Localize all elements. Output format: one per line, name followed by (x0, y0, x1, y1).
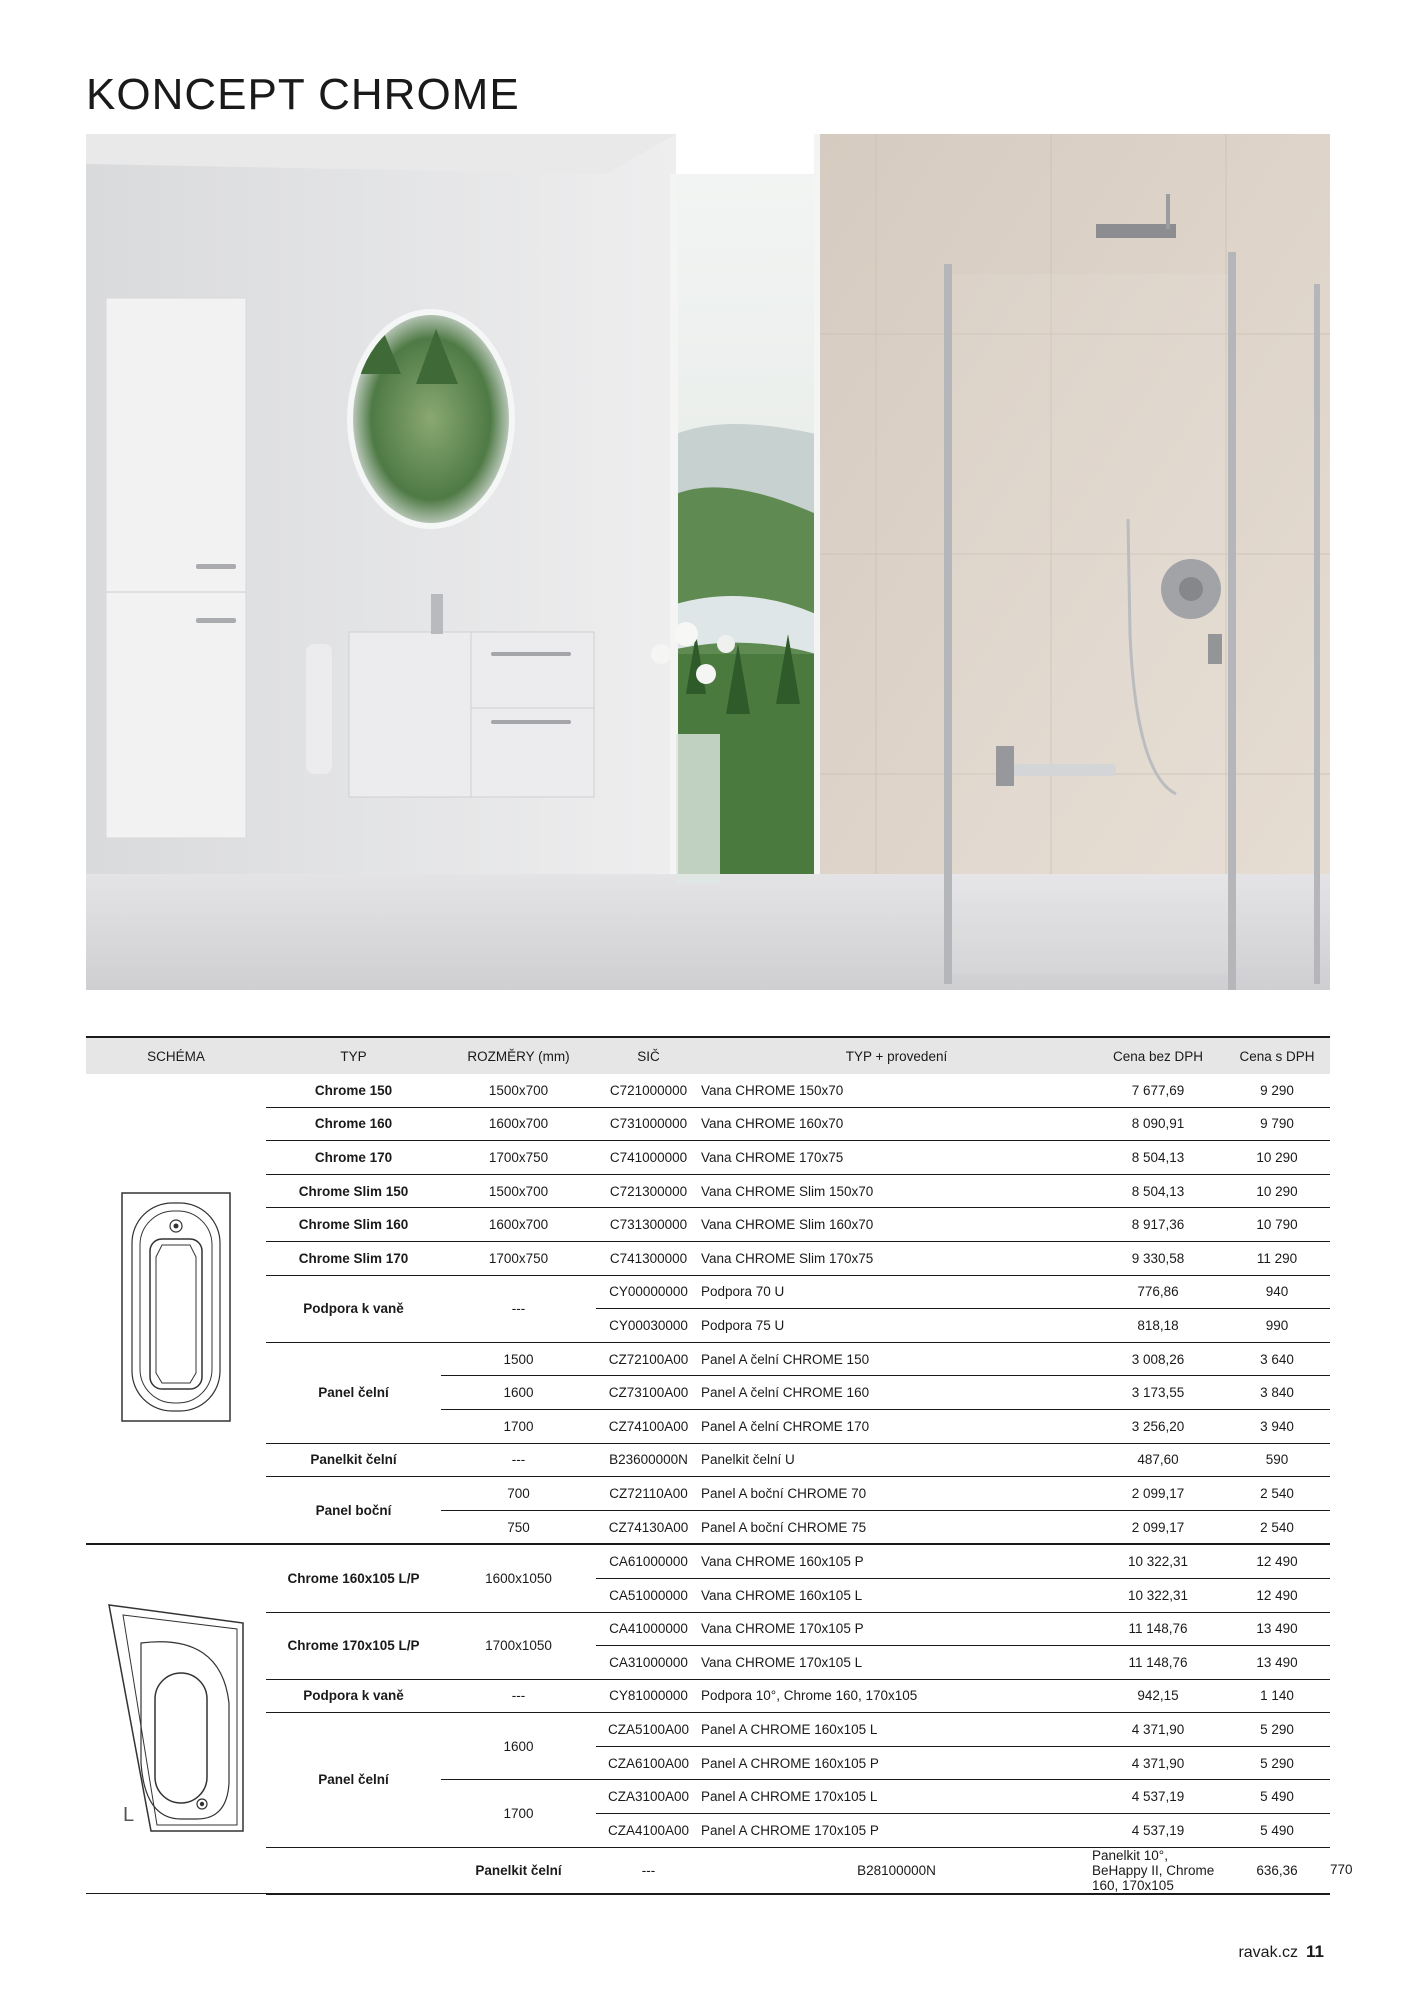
dimensions-cell: 1600x1050 (441, 1544, 596, 1612)
description-cell: Panel A CHROME 170x105 L (701, 1780, 1092, 1814)
price-net-cell: 8 090,91 (1092, 1107, 1224, 1141)
price-net-cell: 4 537,19 (1092, 1814, 1224, 1848)
code-cell: C721300000 (596, 1174, 701, 1208)
price-gross-cell: 9 290 (1224, 1074, 1330, 1107)
corner-bathtub-schema (86, 1544, 266, 1893)
type-cell: Panel boční (266, 1477, 441, 1545)
page-title: KONCEPT CHROME (86, 70, 520, 119)
header-code: SIČ (596, 1037, 701, 1074)
price-net-cell: 636,36 (1224, 1847, 1330, 1894)
price-gross-cell: 3 840 (1224, 1376, 1330, 1410)
description-cell: Vana CHROME 170x105 P (701, 1612, 1092, 1646)
code-cell: CY00000000 (596, 1275, 701, 1309)
price-net-cell: 2 099,17 (1092, 1510, 1224, 1544)
price-gross-cell: 3 640 (1224, 1342, 1330, 1376)
price-net-cell: 8 504,13 (1092, 1174, 1224, 1208)
price-gross-cell: 9 790 (1224, 1107, 1330, 1141)
price-net-cell: 7 677,69 (1092, 1074, 1224, 1107)
code-cell: C721000000 (596, 1074, 701, 1107)
price-net-cell: 4 371,90 (1092, 1713, 1224, 1747)
price-gross-cell: 5 290 (1224, 1713, 1330, 1747)
description-cell: Vana CHROME 170x105 L (701, 1646, 1092, 1680)
price-gross-cell: 12 490 (1224, 1544, 1330, 1578)
price-gross-cell: 5 290 (1224, 1746, 1330, 1780)
code-cell: CZ73100A00 (596, 1376, 701, 1410)
type-cell: Chrome 160 (266, 1107, 441, 1141)
type-cell: Chrome 170x105 L/P (266, 1612, 441, 1679)
rectangular-bathtub-schema (86, 1074, 266, 1544)
dimensions-cell: 1700x750 (441, 1141, 596, 1175)
price-gross-cell: 590 (1224, 1443, 1330, 1477)
price-net-cell: 8 504,13 (1092, 1141, 1224, 1175)
table-row (86, 1174, 1330, 1208)
price-gross-cell: 5 490 (1224, 1814, 1330, 1848)
price-net-cell: 942,15 (1092, 1679, 1224, 1713)
description-cell: Panel A CHROME 160x105 P (701, 1746, 1092, 1780)
table-row (86, 1107, 1330, 1141)
code-cell: CZA3100A00 (596, 1780, 701, 1814)
price-net-cell: 2 099,17 (1092, 1477, 1224, 1511)
dimensions-cell: 700 (441, 1477, 596, 1511)
code-cell: CZ74130A00 (596, 1510, 701, 1544)
code-cell: CA61000000 (596, 1544, 701, 1578)
table-row: Panelkit čelní --- B28100000N Panelkit 10°, BeHappy II, Chrome 160, 170x105 636,36 770 (86, 1847, 1330, 1894)
description-cell: Vana CHROME Slim 150x70 (701, 1174, 1092, 1208)
table-row (86, 1275, 1330, 1309)
code-cell: CY00030000 (596, 1309, 701, 1343)
price-gross-cell: 1 140 (1224, 1679, 1330, 1713)
price-net-cell: 11 148,76 (1092, 1612, 1224, 1646)
code-cell: CZ74100A00 (596, 1409, 701, 1443)
code-cell: CA51000000 (596, 1578, 701, 1612)
description-cell: Podpora 75 U (701, 1309, 1092, 1343)
table-row (86, 1208, 1330, 1242)
dimensions-cell: 1600x700 (441, 1208, 596, 1242)
type-cell: Chrome 170 (266, 1141, 441, 1175)
code-cell: CZA5100A00 (596, 1713, 701, 1747)
table-row (86, 1074, 1330, 1107)
description-cell: Panel A boční CHROME 70 (701, 1477, 1092, 1511)
price-net-cell: 9 330,58 (1092, 1241, 1224, 1275)
price-gross-cell: 12 490 (1224, 1578, 1330, 1612)
table-row (86, 1713, 1330, 1747)
rectangular-bathtub-icon (116, 1187, 236, 1427)
dimensions-cell: 1500x700 (441, 1174, 596, 1208)
dimensions-cell: 1600x700 (441, 1107, 596, 1141)
type-cell: Panelkit čelní (266, 1443, 441, 1477)
dimensions-cell: 1500x700 (441, 1074, 596, 1107)
dimensions-cell: --- (441, 1275, 596, 1342)
table-row (86, 1679, 1330, 1713)
type-cell: Panel čelní (266, 1713, 441, 1847)
schema-empty-cell (266, 1847, 441, 1894)
table-row (86, 1241, 1330, 1275)
code-cell: CY81000000 (596, 1679, 701, 1713)
header-description: TYP + provedení (701, 1037, 1092, 1074)
description-cell: Panel A čelní CHROME 160 (701, 1376, 1092, 1410)
table-row (86, 1477, 1330, 1511)
page-footer (1238, 1942, 1324, 1962)
type-cell: Chrome 160x105 L/P (266, 1544, 441, 1612)
code-cell: C741000000 (596, 1141, 701, 1175)
header-price-gross: Cena s DPH (1224, 1037, 1330, 1074)
description-cell: Panel A CHROME 160x105 L (701, 1713, 1092, 1747)
page-number: 11 (1306, 1942, 1324, 1961)
description-cell: Vana CHROME Slim 160x70 (701, 1208, 1092, 1242)
price-gross-cell: 2 540 (1224, 1510, 1330, 1544)
description-cell: Panel A CHROME 170x105 P (701, 1814, 1092, 1848)
dimensions-cell: --- (441, 1443, 596, 1477)
table-header-row (86, 1037, 1330, 1074)
bathroom-photo (86, 134, 1330, 990)
dimensions-cell: 1500 (441, 1342, 596, 1376)
dimensions-cell: 750 (441, 1510, 596, 1544)
type-cell: Podpora k vaně (266, 1275, 441, 1342)
price-gross-cell: 10 290 (1224, 1141, 1330, 1175)
dimensions-cell: 1700 (441, 1780, 596, 1847)
site-link[interactable]: ravak.cz (1238, 1944, 1299, 1961)
code-cell: CZ72100A00 (596, 1342, 701, 1376)
price-gross-cell: 10 290 (1224, 1174, 1330, 1208)
price-net-cell: 8 917,36 (1092, 1208, 1224, 1242)
price-net-cell: 487,60 (1092, 1443, 1224, 1477)
price-net-cell: 3 008,26 (1092, 1342, 1224, 1376)
orientation-label: L (123, 1803, 135, 1826)
price-gross-cell: 990 (1224, 1309, 1330, 1343)
price-net-cell: 10 322,31 (1092, 1544, 1224, 1578)
dimensions-cell: --- (441, 1679, 596, 1713)
price-net-cell: 3 173,55 (1092, 1376, 1224, 1410)
price-net-cell: 818,18 (1092, 1309, 1224, 1343)
type-cell: Podpora k vaně (266, 1679, 441, 1713)
type-cell: Chrome Slim 150 (266, 1174, 441, 1208)
header-schema: SCHÉMA (86, 1037, 266, 1074)
code-cell: CA31000000 (596, 1646, 701, 1680)
table-row (86, 1141, 1330, 1175)
description-cell: Vana CHROME 160x70 (701, 1107, 1092, 1141)
price-table (86, 1036, 1353, 1895)
price-gross-cell: 11 290 (1224, 1241, 1330, 1275)
code-cell: CZA6100A00 (596, 1746, 701, 1780)
description-cell: Panel A čelní CHROME 150 (701, 1342, 1092, 1376)
table-row (86, 1544, 1330, 1578)
code-cell: B28100000N (701, 1847, 1092, 1894)
type-cell: Panelkit čelní (441, 1847, 596, 1894)
description-cell: Vana CHROME 160x105 L (701, 1578, 1092, 1612)
price-gross-cell: 3 940 (1224, 1409, 1330, 1443)
dimensions-cell: 1700x1050 (441, 1612, 596, 1679)
dimensions-cell: 1600 (441, 1713, 596, 1780)
description-cell: Panelkit čelní U (701, 1443, 1092, 1477)
price-gross-cell: 13 490 (1224, 1612, 1330, 1646)
dimensions-cell: 1700 (441, 1409, 596, 1443)
price-net-cell: 4 371,90 (1092, 1746, 1224, 1780)
price-gross-cell: 940 (1224, 1275, 1330, 1309)
price-net-cell: 10 322,31 (1092, 1578, 1224, 1612)
price-gross-cell: 2 540 (1224, 1477, 1330, 1511)
header-price-net: Cena bez DPH (1092, 1037, 1224, 1074)
description-cell: Panelkit 10°, BeHappy II, Chrome 160, 170x105 (1092, 1847, 1224, 1894)
code-cell: C731000000 (596, 1107, 701, 1141)
price-gross-cell: 5 490 (1224, 1780, 1330, 1814)
code-cell: CA41000000 (596, 1612, 701, 1646)
table-row (86, 1443, 1330, 1477)
description-cell: Panel A čelní CHROME 170 (701, 1409, 1092, 1443)
code-cell: CZA4100A00 (596, 1814, 701, 1848)
dimensions-cell: 1600 (441, 1376, 596, 1410)
table-row (86, 1342, 1330, 1376)
price-net-cell: 11 148,76 (1092, 1646, 1224, 1680)
header-dimensions: ROZMĚRY (mm) (441, 1037, 596, 1074)
type-cell: Chrome Slim 170 (266, 1241, 441, 1275)
description-cell: Panel A boční CHROME 75 (701, 1510, 1092, 1544)
dimensions-cell: 1700x750 (441, 1241, 596, 1275)
description-cell: Vana CHROME Slim 170x75 (701, 1241, 1092, 1275)
description-cell: Podpora 70 U (701, 1275, 1092, 1309)
price-gross-cell: 13 490 (1224, 1646, 1330, 1680)
description-cell: Vana CHROME 160x105 P (701, 1544, 1092, 1578)
price-gross-cell: 10 790 (1224, 1208, 1330, 1242)
type-cell: Panel čelní (266, 1342, 441, 1443)
code-cell: C741300000 (596, 1241, 701, 1275)
price-net-cell: 3 256,20 (1092, 1409, 1224, 1443)
description-cell: Podpora 10°, Chrome 160, 170x105 (701, 1679, 1092, 1713)
price-net-cell: 776,86 (1092, 1275, 1224, 1309)
type-cell: Chrome 150 (266, 1074, 441, 1107)
description-cell: Vana CHROME 150x70 (701, 1074, 1092, 1107)
description-cell: Vana CHROME 170x75 (701, 1141, 1092, 1175)
code-cell: B23600000N (596, 1443, 701, 1477)
type-cell: Chrome Slim 160 (266, 1208, 441, 1242)
table-row (86, 1612, 1330, 1646)
price-net-cell: 4 537,19 (1092, 1780, 1224, 1814)
code-cell: CZ72110A00 (596, 1477, 701, 1511)
code-cell: C731300000 (596, 1208, 701, 1242)
dimensions-cell: --- (596, 1847, 701, 1894)
header-type: TYP (266, 1037, 441, 1074)
corner-bathtub-icon (101, 1593, 251, 1843)
